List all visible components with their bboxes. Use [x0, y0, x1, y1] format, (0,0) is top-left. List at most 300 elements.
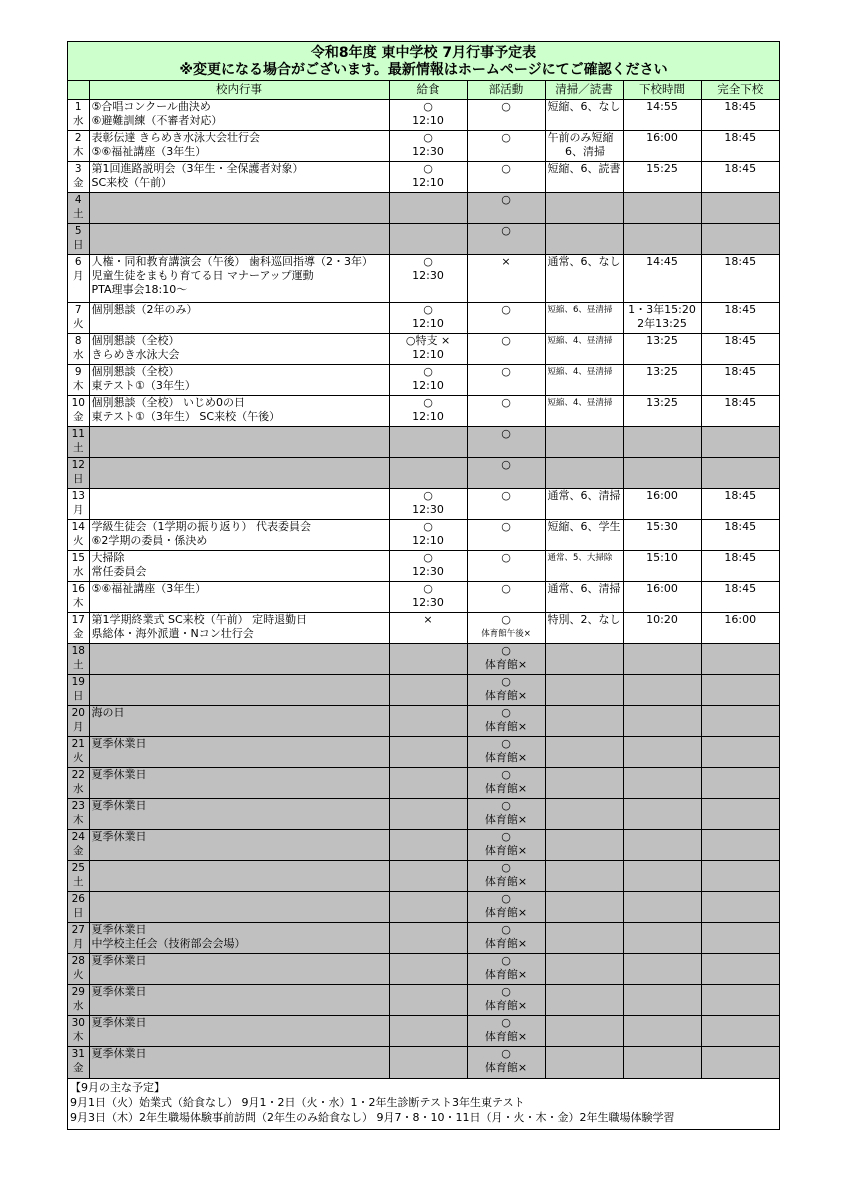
- final-dismissal-time: [702, 1047, 780, 1061]
- dismissal-time: [624, 348, 701, 362]
- final-dismissal-time: [702, 224, 780, 238]
- dismissal-time: [624, 720, 701, 734]
- final-dismissal-time: 18:45: [724, 303, 757, 316]
- event-line: 大掃除: [91, 551, 125, 564]
- club-mark: ○: [501, 830, 511, 843]
- event-line: [92, 968, 389, 982]
- event-line: [92, 875, 389, 889]
- day-number: 4: [74, 194, 82, 206]
- events-cell: [89, 303, 389, 334]
- events-cell: [89, 334, 389, 365]
- final-dismissal-time: 18:45: [724, 582, 757, 595]
- events-cell: [89, 830, 389, 861]
- final-dismissal-cell: [701, 224, 779, 255]
- cleaning-line: 短縮、4、昼清掃: [547, 336, 613, 346]
- dismissal-cell: [623, 923, 701, 954]
- club-mark: ○: [501, 644, 511, 657]
- club-note: 体育館×: [484, 999, 528, 1012]
- header-lunch: 給食: [389, 81, 467, 100]
- final-dismissal-time: [702, 892, 780, 906]
- lunch-mark: ○特支 ×: [405, 334, 451, 347]
- club-mark: ×: [501, 255, 511, 268]
- lunch-cell: [389, 892, 467, 923]
- event-line: SC来校（午前）: [91, 176, 173, 189]
- club-mark: ○: [501, 489, 511, 502]
- club-cell: [467, 675, 545, 706]
- lunch-mark: [390, 224, 467, 238]
- page-title: 令和8年度 東中学校 7月行事予定表: [310, 45, 537, 61]
- schedule-row: [68, 799, 779, 830]
- club-mark: ○: [501, 985, 511, 998]
- day-number: 16: [71, 583, 85, 595]
- cleaning-cell: [545, 162, 623, 193]
- day-cell: [68, 737, 89, 768]
- event-line: [92, 861, 389, 875]
- club-mark: ○: [501, 427, 511, 440]
- final-dismissal-cell: [701, 799, 779, 830]
- final-dismissal-cell: [701, 334, 779, 365]
- cleaning-line: [548, 193, 623, 207]
- lunch-time: 12:10: [412, 379, 444, 392]
- dismissal-cell: [623, 520, 701, 551]
- cleaning-line: 短縮、6、学生: [547, 520, 621, 533]
- day-number: 18: [71, 645, 85, 657]
- dismissal-time: [624, 768, 701, 782]
- club-note: [468, 238, 545, 252]
- dismissal-cell: [623, 954, 701, 985]
- cleaning-line: [548, 176, 623, 190]
- cleaning-line: [548, 844, 623, 858]
- final-dismissal-cell: [701, 954, 779, 985]
- final-dismissal-cell: [701, 706, 779, 737]
- header-dismissal: 下校時間: [623, 81, 701, 100]
- day-cell: [68, 162, 89, 193]
- club-note: [468, 441, 545, 455]
- lunch-mark: ○: [423, 131, 433, 144]
- weekday: 水: [73, 115, 84, 127]
- lunch-cell: [389, 737, 467, 768]
- club-mark: ○: [501, 131, 511, 144]
- club-cell: [467, 520, 545, 551]
- event-line: ⑤⑥福祉講座（3年生）: [91, 145, 207, 158]
- event-line: 個別懇談（2年のみ）: [91, 303, 198, 316]
- cleaning-line: [548, 596, 623, 610]
- events-cell: [89, 768, 389, 799]
- day-cell: [68, 613, 89, 644]
- dismissal-time: 1・3年15:20: [628, 303, 696, 316]
- event-line: 個別懇談（全校）: [91, 365, 180, 378]
- lunch-time: [390, 751, 467, 765]
- event-line: [92, 999, 389, 1013]
- dismissal-time: 13:25: [646, 365, 678, 378]
- cleaning-line: [548, 999, 623, 1013]
- day-number: 11: [71, 428, 85, 440]
- club-cell: [467, 644, 545, 675]
- dismissal-time: [624, 503, 701, 517]
- cleaning-cell: [545, 675, 623, 706]
- cleaning-cell: [545, 954, 623, 985]
- cleaning-cell: [545, 551, 623, 582]
- event-line: ⑤⑥福祉講座（3年生）: [91, 582, 207, 595]
- club-mark: ○: [501, 1047, 511, 1060]
- final-dismissal-cell: [701, 131, 779, 162]
- club-mark: ○: [501, 520, 511, 533]
- club-note: 体育館午後×: [481, 629, 531, 639]
- lunch-time: 12:30: [412, 503, 444, 516]
- event-line: [92, 1030, 389, 1044]
- club-mark: ○: [501, 799, 511, 812]
- cleaning-line: 午前のみ短縮: [547, 131, 614, 144]
- event-line: きらめき水泳大会: [91, 348, 180, 361]
- dismissal-time: 16:00: [646, 489, 678, 502]
- final-dismissal-time: [702, 706, 780, 720]
- lunch-mark: ○: [423, 551, 433, 564]
- club-note: 体育館×: [484, 1061, 528, 1074]
- day-cell: [68, 892, 89, 923]
- lunch-mark: ○: [423, 520, 433, 533]
- cleaning-line: 特別、2、なし: [547, 613, 621, 626]
- weekday: 日: [73, 473, 84, 485]
- lunch-time: [390, 968, 467, 982]
- club-mark: ○: [501, 1016, 511, 1029]
- dismissal-time: [624, 923, 701, 937]
- events-cell: [89, 737, 389, 768]
- day-number: 6: [74, 256, 82, 268]
- lunch-cell: [389, 799, 467, 830]
- cleaning-line: [548, 458, 623, 472]
- lunch-mark: [390, 799, 467, 813]
- dismissal-time: [624, 985, 701, 999]
- cleaning-cell: [545, 706, 623, 737]
- cleaning-cell: [545, 892, 623, 923]
- day-number: 1: [74, 101, 82, 113]
- dismissal-cell: [623, 675, 701, 706]
- events-cell: [89, 985, 389, 1016]
- club-cell: [467, 954, 545, 985]
- final-dismissal-cell: [701, 892, 779, 923]
- day-cell: [68, 706, 89, 737]
- final-dismissal-time: [702, 1016, 780, 1030]
- lunch-cell: [389, 551, 467, 582]
- cleaning-line: [548, 238, 623, 252]
- club-mark: ○: [501, 458, 511, 471]
- club-note: [468, 348, 545, 362]
- dismissal-time: [624, 844, 701, 858]
- events-cell: [89, 427, 389, 458]
- day-cell: [68, 551, 89, 582]
- day-cell: [68, 1047, 89, 1078]
- day-cell: [68, 458, 89, 489]
- event-line: [92, 658, 389, 672]
- cleaning-cell: [545, 427, 623, 458]
- club-mark: ○: [501, 613, 511, 626]
- schedule-row: [68, 644, 779, 675]
- cleaning-line: 6、清掃: [565, 145, 605, 158]
- day-cell: [68, 131, 89, 162]
- day-cell: [68, 303, 89, 334]
- cleaning-line: [548, 799, 623, 813]
- club-note: [468, 269, 545, 283]
- club-cell: [467, 334, 545, 365]
- dismissal-cell: [623, 131, 701, 162]
- club-mark: ○: [501, 224, 511, 237]
- cleaning-line: [548, 968, 623, 982]
- club-note: [468, 534, 545, 548]
- dismissal-time: [624, 799, 701, 813]
- day-number: 10: [71, 397, 85, 409]
- lunch-cell: [389, 706, 467, 737]
- cleaning-line: [548, 269, 623, 283]
- lunch-time: 12:30: [412, 145, 444, 158]
- day-cell: [68, 1016, 89, 1047]
- dismissal-time: [624, 644, 701, 658]
- event-line: [92, 892, 389, 906]
- cleaning-cell: [545, 489, 623, 520]
- final-dismissal-cell: [701, 458, 779, 489]
- club-note: [468, 410, 545, 424]
- cleaning-cell: [545, 923, 623, 954]
- dismissal-time: 13:25: [646, 396, 678, 409]
- cleaning-line: [548, 644, 623, 658]
- event-line: [92, 427, 389, 441]
- club-cell: [467, 768, 545, 799]
- club-mark: ○: [501, 954, 511, 967]
- lunch-mark: [390, 985, 467, 999]
- final-dismissal-cell: [701, 613, 779, 644]
- club-cell: [467, 193, 545, 224]
- lunch-cell: [389, 224, 467, 255]
- schedule-row: [68, 489, 779, 520]
- weekday: 月: [73, 721, 84, 733]
- lunch-time: [390, 658, 467, 672]
- schedule-row: [68, 706, 779, 737]
- schedule-row: [68, 768, 779, 799]
- lunch-time: 12:30: [412, 565, 444, 578]
- event-line: 夏季休業日: [91, 985, 147, 998]
- schedule-row: [68, 675, 779, 706]
- event-line: [92, 503, 389, 517]
- club-mark: ○: [501, 861, 511, 874]
- dismissal-time: [624, 238, 701, 252]
- dismissal-time: [624, 410, 701, 424]
- day-number: 19: [71, 676, 85, 688]
- schedule-row: [68, 923, 779, 954]
- cleaning-line: [548, 985, 623, 999]
- schedule-row: [68, 737, 779, 768]
- event-line: [92, 844, 389, 858]
- cleaning-line: 短縮、6、読書: [547, 162, 621, 175]
- day-cell: [68, 396, 89, 427]
- day-cell: [68, 582, 89, 613]
- event-line: ⑤合唱コンクール曲決め: [91, 100, 211, 113]
- day-cell: [68, 985, 89, 1016]
- club-cell: [467, 613, 545, 644]
- lunch-cell: [389, 489, 467, 520]
- cleaning-line: [548, 503, 623, 517]
- day-cell: [68, 427, 89, 458]
- final-dismissal-time: [702, 458, 780, 472]
- cleaning-cell: [545, 1016, 623, 1047]
- event-line: 夏季休業日: [91, 768, 147, 781]
- events-cell: [89, 1016, 389, 1047]
- dismissal-time: 16:00: [646, 131, 678, 144]
- cleaning-line: [548, 627, 623, 641]
- weekday: 水: [73, 1000, 84, 1012]
- cleaning-line: [548, 906, 623, 920]
- lunch-cell: [389, 193, 467, 224]
- weekday: 金: [73, 411, 84, 423]
- day-cell: [68, 644, 89, 675]
- final-dismissal-cell: [701, 255, 779, 303]
- schedule-row: [68, 365, 779, 396]
- event-line: 夏季休業日: [91, 737, 147, 750]
- cleaning-cell: [545, 224, 623, 255]
- cleaning-cell: [545, 100, 623, 131]
- club-mark: ○: [501, 892, 511, 905]
- day-number: 8: [74, 335, 82, 347]
- day-number: 12: [71, 459, 85, 471]
- final-dismissal-cell: [701, 675, 779, 706]
- lunch-mark: [390, 1016, 467, 1030]
- day-cell: [68, 100, 89, 131]
- cleaning-line: 通常、5、大掃除: [547, 553, 613, 563]
- event-line: 第1学期終業式 SC来校（午前） 定時退勤日: [91, 613, 308, 626]
- schedule-row: [68, 193, 779, 224]
- weekday: 水: [73, 566, 84, 578]
- cleaning-cell: [545, 613, 623, 644]
- lunch-mark: ○: [423, 303, 433, 316]
- final-dismissal-cell: [701, 489, 779, 520]
- cleaning-line: [548, 954, 623, 968]
- lunch-mark: [390, 427, 467, 441]
- final-dismissal-time: [702, 427, 780, 441]
- final-dismissal-time: [702, 768, 780, 782]
- club-cell: [467, 923, 545, 954]
- lunch-mark: ○: [423, 489, 433, 502]
- cleaning-line: [548, 441, 623, 455]
- final-dismissal-time: 18:45: [724, 131, 757, 144]
- event-line: [92, 193, 389, 207]
- dismissal-time: [624, 813, 701, 827]
- september-notes: [68, 1078, 779, 1129]
- day-number: 25: [71, 862, 85, 874]
- dismissal-time: 15:30: [646, 520, 678, 533]
- day-cell: [68, 675, 89, 706]
- event-line: PTA理事会18:10〜: [91, 283, 188, 296]
- lunch-cell: [389, 768, 467, 799]
- dismissal-time: [624, 1030, 701, 1044]
- cleaning-cell: [545, 303, 623, 334]
- schedule-row: [68, 131, 779, 162]
- events-cell: [89, 193, 389, 224]
- schedule-row: [68, 551, 779, 582]
- final-dismissal-time: 18:45: [724, 334, 757, 347]
- cleaning-cell: [545, 255, 623, 303]
- final-dismissal-cell: [701, 303, 779, 334]
- dismissal-cell: [623, 551, 701, 582]
- cleaning-line: [548, 937, 623, 951]
- events-cell: [89, 396, 389, 427]
- event-line: 夏季休業日: [91, 1047, 147, 1060]
- cleaning-line: [548, 875, 623, 889]
- event-line: 児童生徒をまもり育てる日 マナーアップ運動: [91, 269, 314, 282]
- day-number: 14: [71, 521, 85, 533]
- lunch-time: [390, 720, 467, 734]
- club-mark: ○: [501, 396, 511, 409]
- day-number: 17: [71, 614, 85, 626]
- cleaning-line: [548, 658, 623, 672]
- cleaning-line: 短縮、6、昼清掃: [547, 305, 613, 315]
- cleaning-line: [548, 317, 623, 331]
- club-note: [468, 207, 545, 221]
- event-line: [92, 720, 389, 734]
- day-cell: [68, 255, 89, 303]
- final-dismissal-cell: [701, 861, 779, 892]
- final-dismissal-cell: [701, 768, 779, 799]
- dismissal-time: [624, 658, 701, 672]
- dismissal-time: [624, 861, 701, 875]
- weekday: 木: [73, 146, 84, 158]
- cleaning-cell: [545, 768, 623, 799]
- final-dismissal-time: 18:45: [724, 520, 757, 533]
- club-note: 体育館×: [484, 844, 528, 857]
- lunch-cell: [389, 861, 467, 892]
- lunch-cell: [389, 334, 467, 365]
- cleaning-cell: [545, 582, 623, 613]
- lunch-cell: [389, 923, 467, 954]
- event-line: ⑥2学期の委員・係決め: [91, 534, 208, 547]
- club-note: [468, 379, 545, 393]
- club-cell: [467, 458, 545, 489]
- club-note: 体育館×: [484, 937, 528, 950]
- club-note: 体育館×: [484, 813, 528, 826]
- cleaning-line: [548, 114, 623, 128]
- day-number: 26: [71, 893, 85, 905]
- events-cell: [89, 582, 389, 613]
- lunch-time: 12:10: [412, 410, 444, 423]
- day-number: 7: [74, 304, 82, 316]
- club-mark: ○: [501, 768, 511, 781]
- lunch-cell: [389, 303, 467, 334]
- final-dismissal-time: 18:45: [724, 489, 757, 502]
- day-number: 15: [71, 552, 85, 564]
- day-number: 20: [71, 707, 85, 719]
- final-dismissal-time: [702, 675, 780, 689]
- final-dismissal-time: [702, 193, 780, 207]
- lunch-time: 12:30: [412, 596, 444, 609]
- final-dismissal-time: [702, 737, 780, 751]
- final-dismissal-time: [702, 799, 780, 813]
- club-note: [468, 176, 545, 190]
- events-cell: [89, 551, 389, 582]
- lunch-time: 12:10: [412, 348, 444, 361]
- events-cell: [89, 799, 389, 830]
- lunch-time: [390, 1030, 467, 1044]
- dismissal-time: [624, 596, 701, 610]
- weekday: 木: [73, 380, 84, 392]
- final-dismissal-time: 18:45: [724, 255, 757, 268]
- club-note: [468, 317, 545, 331]
- dismissal-time: [624, 193, 701, 207]
- club-cell: [467, 830, 545, 861]
- dismissal-time: 16:00: [646, 582, 678, 595]
- final-dismissal-time: 18:45: [724, 162, 757, 175]
- lunch-time: [390, 207, 467, 221]
- event-line: [92, 207, 389, 221]
- cleaning-cell: [545, 644, 623, 675]
- lunch-mark: [390, 830, 467, 844]
- event-line: ⑥避難訓練（不審者対応）: [91, 114, 223, 127]
